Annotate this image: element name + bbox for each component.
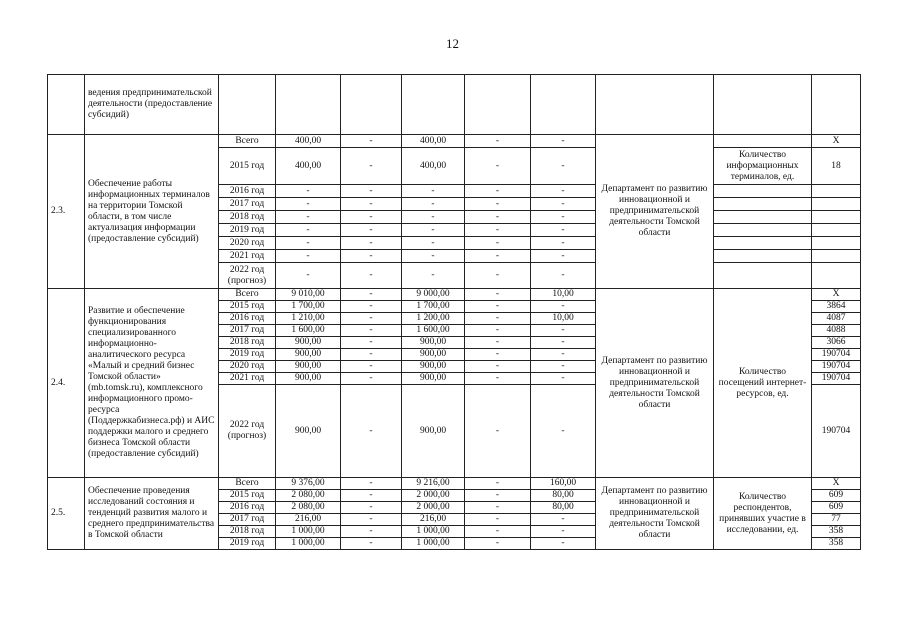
value-cell: 4088 xyxy=(812,325,861,337)
regional-cell: 216,00 xyxy=(402,514,465,526)
value-cell: 190704 xyxy=(812,385,861,478)
federal-cell: - xyxy=(341,514,402,526)
total-cell: 1 600,00 xyxy=(276,325,341,337)
regional-cell: 9 000,00 xyxy=(402,289,465,301)
year-cell: 2016 год xyxy=(219,185,276,198)
program-activities-table xyxy=(47,74,861,550)
year-cell: 2017 год xyxy=(219,325,276,337)
local-cell: - xyxy=(465,185,531,198)
extrabudget-cell: - xyxy=(531,361,596,373)
value-cell xyxy=(812,224,861,237)
extrabudget-cell: - xyxy=(531,373,596,385)
regional-cell: 400,00 xyxy=(402,135,465,148)
regional-cell: 900,00 xyxy=(402,337,465,349)
extrabudget-cell: - xyxy=(531,224,596,237)
year-cell: 2018 год xyxy=(219,526,276,538)
federal-cell: - xyxy=(341,526,402,538)
extrabudget-cell: - xyxy=(531,198,596,211)
federal-cell: - xyxy=(341,263,402,289)
extrabudget-cell: - xyxy=(531,211,596,224)
extrabudget-cell: - xyxy=(531,526,596,538)
local-cell: - xyxy=(465,526,531,538)
total-cell: 1 000,00 xyxy=(276,538,341,550)
federal-cell: - xyxy=(341,250,402,263)
local-cell: - xyxy=(465,301,531,313)
value-cell: 3864 xyxy=(812,301,861,313)
total-cell: 2 080,00 xyxy=(276,502,341,514)
total-cell: 400,00 xyxy=(276,135,341,148)
number-cell xyxy=(48,75,85,135)
indicator-cell xyxy=(714,250,812,263)
federal-cell: - xyxy=(341,135,402,148)
indicator-cell xyxy=(714,211,812,224)
total-cell: 216,00 xyxy=(276,514,341,526)
year-cell: 2022 год (прогноз) xyxy=(219,263,276,289)
value-cell xyxy=(812,250,861,263)
federal-cell: - xyxy=(341,325,402,337)
local-cell: - xyxy=(465,490,531,502)
indicator-cell xyxy=(714,224,812,237)
regional-cell: 400,00 xyxy=(402,148,465,185)
local-cell: - xyxy=(465,385,531,478)
table-row xyxy=(48,289,861,301)
value-cell: X xyxy=(812,478,861,490)
indicator-cell xyxy=(714,185,812,198)
extrabudget-cell: - xyxy=(531,337,596,349)
year-cell: 2015 год xyxy=(219,148,276,185)
total-cell: 900,00 xyxy=(276,373,341,385)
federal-cell: - xyxy=(341,224,402,237)
federal-cell: - xyxy=(341,198,402,211)
regional-cell: 1 000,00 xyxy=(402,538,465,550)
regional-cell: 900,00 xyxy=(402,349,465,361)
value-cell: X xyxy=(812,289,861,301)
local-cell: - xyxy=(465,538,531,550)
indicator-cell xyxy=(714,237,812,250)
local-cell: - xyxy=(465,237,531,250)
value-cell: 18 xyxy=(812,148,861,185)
value-cell: 3066 xyxy=(812,337,861,349)
local-cell: - xyxy=(465,211,531,224)
local-cell: - xyxy=(465,349,531,361)
local-cell: - xyxy=(465,148,531,185)
page-number: 12 xyxy=(446,36,459,51)
section-number: 2.5. xyxy=(48,478,85,550)
value-cell xyxy=(812,211,861,224)
table-row xyxy=(48,75,861,135)
year-cell: 2021 год xyxy=(219,250,276,263)
extrabudget-cell: - xyxy=(531,349,596,361)
activity-name: Обеспечение проведения исследований состояния и тенденций развития малого и среднего предпринимательства в Томской области xyxy=(85,478,219,550)
extrabudget-cell: - xyxy=(531,514,596,526)
local-cell: - xyxy=(465,289,531,301)
year-cell: 2017 год xyxy=(219,198,276,211)
federal-cell: - xyxy=(341,211,402,224)
federal-cell: - xyxy=(341,337,402,349)
activity-name: Развитие и обеспечение функционирования специализированного информационно-аналитического ресурса «Малый и средний бизнес Томской области» (mb.tomsk.ru), комплексного информационного промо-ресурса (Поддержкабизнеса.рф) и АИС поддержки малого и среднего бизнеса Томской области (предоставление субсидий) xyxy=(85,289,219,478)
value-cell: 4087 xyxy=(812,313,861,325)
year-cell: 2018 год xyxy=(219,337,276,349)
department-cell: Департамент по развитию инновационной и предпринимательской деятельности Томской области xyxy=(596,289,714,478)
section-number: 2.3. xyxy=(48,135,85,289)
regional-cell: 9 216,00 xyxy=(402,478,465,490)
federal-cell: - xyxy=(341,373,402,385)
regional-cell: 1 000,00 xyxy=(402,526,465,538)
local-cell: - xyxy=(465,250,531,263)
year-cell: 2015 год xyxy=(219,490,276,502)
indicator-cell xyxy=(714,198,812,211)
total-cell: 400,00 xyxy=(276,148,341,185)
value-cell xyxy=(812,185,861,198)
year-cell: 2019 год xyxy=(219,349,276,361)
federal-cell: - xyxy=(341,502,402,514)
regional-cell: 1 600,00 xyxy=(402,325,465,337)
local-cell: - xyxy=(465,478,531,490)
federal-cell: - xyxy=(341,349,402,361)
year-cell: 2020 год xyxy=(219,361,276,373)
federal-cell: - xyxy=(341,313,402,325)
value-cell: 358 xyxy=(812,526,861,538)
regional-cell: - xyxy=(402,237,465,250)
regional-cell: 1 200,00 xyxy=(402,313,465,325)
federal-cell: - xyxy=(341,301,402,313)
total-cell: 900,00 xyxy=(276,361,341,373)
table-row xyxy=(48,478,861,490)
total-cell: 9 010,00 xyxy=(276,289,341,301)
activity-name: ведения предпринимательской деятельности (предоставление субсидий) xyxy=(85,75,219,135)
value-cell: 190704 xyxy=(812,361,861,373)
extrabudget-cell: - xyxy=(531,185,596,198)
federal-cell: - xyxy=(341,289,402,301)
year-cell: 2018 год xyxy=(219,211,276,224)
regional-cell: 900,00 xyxy=(402,361,465,373)
regional-cell: 2 000,00 xyxy=(402,502,465,514)
local-cell: - xyxy=(465,514,531,526)
table-row xyxy=(48,135,861,148)
federal-cell: - xyxy=(341,237,402,250)
local-cell: - xyxy=(465,135,531,148)
extrabudget-cell: - xyxy=(531,385,596,478)
value-cell: 190704 xyxy=(812,373,861,385)
regional-cell: 900,00 xyxy=(402,373,465,385)
department-cell: Департамент по развитию инновационной и предпринимательской деятельности Томской области xyxy=(596,478,714,550)
extrabudget-cell: 10,00 xyxy=(531,289,596,301)
local-cell: - xyxy=(465,373,531,385)
local-cell: - xyxy=(465,224,531,237)
indicator-cell: Количество респондентов, принявших участие в исследовании, ед. xyxy=(714,478,812,550)
year-cell: 2021 год xyxy=(219,373,276,385)
department-cell: Департамент по развитию инновационной и предпринимательской деятельности Томской области xyxy=(596,135,714,289)
extrabudget-cell: 10,00 xyxy=(531,313,596,325)
extrabudget-cell: - xyxy=(531,148,596,185)
regional-cell: - xyxy=(402,263,465,289)
indicator-cell xyxy=(714,263,812,289)
total-cell: - xyxy=(276,185,341,198)
local-cell: - xyxy=(465,361,531,373)
total-cell: 1 000,00 xyxy=(276,526,341,538)
year-cell: 2022 год (прогноз) xyxy=(219,385,276,478)
federal-cell: - xyxy=(341,538,402,550)
year-cell: 2016 год xyxy=(219,313,276,325)
extrabudget-cell: 160,00 xyxy=(531,478,596,490)
extrabudget-cell: 80,00 xyxy=(531,502,596,514)
indicator-cell xyxy=(714,135,812,148)
value-cell: 609 xyxy=(812,502,861,514)
value-cell: X xyxy=(812,135,861,148)
total-cell: 1 700,00 xyxy=(276,301,341,313)
year-cell: 2019 год xyxy=(219,538,276,550)
local-cell: - xyxy=(465,502,531,514)
value-cell xyxy=(812,263,861,289)
total-cell: 900,00 xyxy=(276,385,341,478)
value-cell: 190704 xyxy=(812,349,861,361)
local-cell: - xyxy=(465,263,531,289)
total-cell: - xyxy=(276,224,341,237)
extrabudget-cell: - xyxy=(531,135,596,148)
federal-cell: - xyxy=(341,385,402,478)
total-cell: 2 080,00 xyxy=(276,490,341,502)
regional-cell: - xyxy=(402,211,465,224)
regional-cell: 2 000,00 xyxy=(402,490,465,502)
value-cell: 358 xyxy=(812,538,861,550)
total-cell: 1 210,00 xyxy=(276,313,341,325)
regional-cell: - xyxy=(402,185,465,198)
year-cell: 2017 год xyxy=(219,514,276,526)
indicator-cell: Количество посещений интернет-ресурсов, ед. xyxy=(714,289,812,478)
year-cell: Всего xyxy=(219,289,276,301)
local-cell: - xyxy=(465,198,531,211)
federal-cell: - xyxy=(341,490,402,502)
extrabudget-cell: - xyxy=(531,237,596,250)
total-cell: - xyxy=(276,250,341,263)
section-number: 2.4. xyxy=(48,289,85,478)
extrabudget-cell: - xyxy=(531,538,596,550)
year-cell: 2015 год xyxy=(219,301,276,313)
local-cell: - xyxy=(465,313,531,325)
regional-cell: - xyxy=(402,224,465,237)
year-cell: 2020 год xyxy=(219,237,276,250)
extrabudget-cell: - xyxy=(531,301,596,313)
local-cell: - xyxy=(465,337,531,349)
extrabudget-cell: 80,00 xyxy=(531,490,596,502)
year-cell: Всего xyxy=(219,478,276,490)
extrabudget-cell: - xyxy=(531,250,596,263)
total-cell: 9 376,00 xyxy=(276,478,341,490)
value-cell xyxy=(812,198,861,211)
indicator-cell: Количество информационных терминалов, ед. xyxy=(714,148,812,185)
total-cell: - xyxy=(276,198,341,211)
federal-cell: - xyxy=(341,185,402,198)
value-cell: 77 xyxy=(812,514,861,526)
value-cell xyxy=(812,237,861,250)
total-cell: 900,00 xyxy=(276,337,341,349)
total-cell: 900,00 xyxy=(276,349,341,361)
extrabudget-cell: - xyxy=(531,263,596,289)
federal-cell: - xyxy=(341,148,402,185)
year-cell: 2019 год xyxy=(219,224,276,237)
activity-name: Обеспечение работы информационных терминалов на территории Томской области, в том числе актуализация информации (предоставление субсидий) xyxy=(85,135,219,289)
regional-cell: 1 700,00 xyxy=(402,301,465,313)
total-cell: - xyxy=(276,237,341,250)
regional-cell: 900,00 xyxy=(402,385,465,478)
regional-cell: - xyxy=(402,250,465,263)
extrabudget-cell: - xyxy=(531,325,596,337)
regional-cell: - xyxy=(402,198,465,211)
total-cell: - xyxy=(276,263,341,289)
year-cell: Всего xyxy=(219,135,276,148)
federal-cell: - xyxy=(341,361,402,373)
year-cell: 2016 год xyxy=(219,502,276,514)
federal-cell: - xyxy=(341,478,402,490)
total-cell: - xyxy=(276,211,341,224)
local-cell: - xyxy=(465,325,531,337)
value-cell: 609 xyxy=(812,490,861,502)
